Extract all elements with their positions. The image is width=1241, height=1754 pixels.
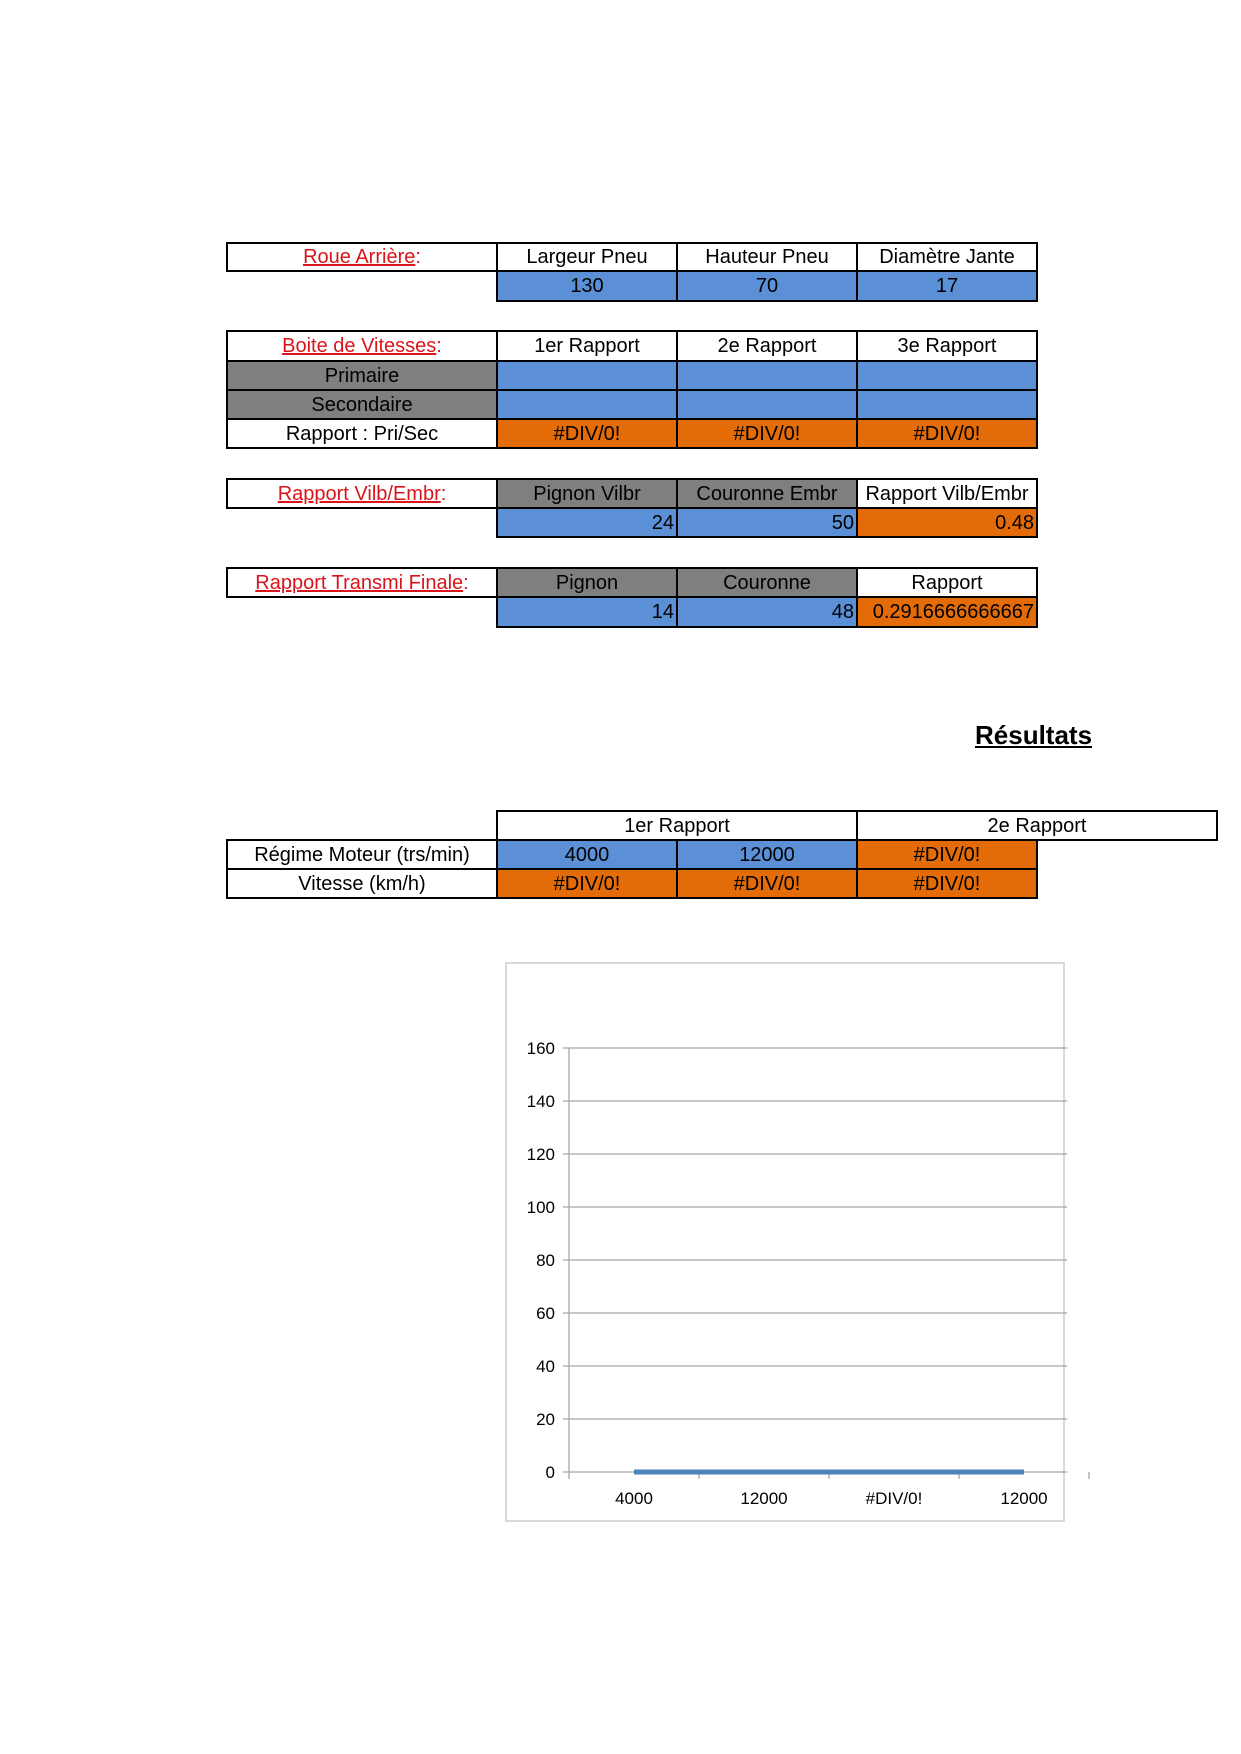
y-tick-label: 100 — [526, 1198, 555, 1217]
vilb-value-couronne[interactable]: 50 — [676, 507, 858, 538]
roue-header-diametre[interactable]: Diamètre Jante — [856, 242, 1038, 272]
vilb-header-couronne[interactable]: Couronne Embr — [676, 478, 858, 509]
boite-label[interactable]: Boite de Vitesses — [282, 335, 437, 357]
boite-primaire-3[interactable] — [856, 360, 1038, 391]
results-group-header-2[interactable]: 2e Rapport — [856, 810, 1218, 841]
y-tick-label: 20 — [536, 1410, 555, 1429]
boite-header-3[interactable]: 3e Rapport — [856, 330, 1038, 362]
finale-header-pignon[interactable]: Pignon — [496, 567, 678, 598]
finale-header-couronne[interactable]: Couronne — [676, 567, 858, 598]
vilb-header-pignon[interactable]: Pignon Vilbr — [496, 478, 678, 509]
vilb-value-pignon[interactable]: 24 — [496, 507, 678, 538]
boite-rapport-2[interactable]: #DIV/0! — [676, 418, 858, 449]
results-row-regime-label[interactable]: Régime Moteur (trs/min) — [226, 839, 498, 870]
boite-rapport-1[interactable]: #DIV/0! — [496, 418, 678, 449]
results-vitesse-1[interactable]: #DIV/0! — [496, 868, 678, 899]
results-row-vitesse-label[interactable]: Vitesse (km/h) — [226, 868, 498, 899]
finale-value-rapport[interactable]: 0.2916666666667 — [856, 596, 1038, 628]
results-regime-3[interactable]: #DIV/0! — [856, 839, 1038, 870]
roue-header-largeur[interactable]: Largeur Pneu — [496, 242, 678, 272]
y-tick-label: 140 — [526, 1092, 555, 1111]
boite-header-1[interactable]: 1er Rapport — [496, 330, 678, 362]
boite-secondaire-1[interactable] — [496, 389, 678, 420]
y-tick-label: 120 — [526, 1145, 555, 1164]
boite-row-primaire-label[interactable]: Primaire — [226, 360, 498, 391]
y-tick-label: 60 — [536, 1304, 555, 1323]
boite-primaire-2[interactable] — [676, 360, 858, 391]
roue-value-diametre[interactable]: 17 — [856, 270, 1038, 302]
finale-value-couronne[interactable]: 48 — [676, 596, 858, 628]
speed-chart-svg — [507, 964, 1067, 1524]
finale-label-colon: : — [463, 571, 469, 594]
boite-label-cell — [226, 330, 498, 362]
x-tick-label: 12000 — [740, 1489, 788, 1508]
vilb-header-rapport[interactable]: Rapport Vilb/Embr — [856, 478, 1038, 509]
y-tick-label: 40 — [536, 1357, 555, 1376]
results-vitesse-3[interactable]: #DIV/0! — [856, 868, 1038, 899]
boite-row-rapport-label[interactable]: Rapport : Pri/Sec — [226, 418, 498, 449]
vilb-label-cell — [226, 478, 498, 509]
x-tick-label: 12000 — [1000, 1489, 1048, 1508]
roue-value-hauteur[interactable]: 70 — [676, 270, 858, 302]
speed-chart[interactable] — [505, 962, 1065, 1522]
x-tick-label: #DIV/0! — [865, 1489, 923, 1508]
boite-primaire-1[interactable] — [496, 360, 678, 391]
results-regime-1[interactable]: 4000 — [496, 839, 678, 870]
roue-label[interactable]: Roue Arrière — [303, 246, 416, 268]
boite-secondaire-3[interactable] — [856, 389, 1038, 420]
roue-header-hauteur[interactable]: Hauteur Pneu — [676, 242, 858, 272]
boite-row-secondaire-label[interactable]: Secondaire — [226, 389, 498, 420]
vilb-value-rapport[interactable]: 0.48 — [856, 507, 1038, 538]
finale-value-pignon[interactable]: 14 — [496, 596, 678, 628]
roue-label-colon: : — [415, 246, 421, 268]
boite-header-2[interactable]: 2e Rapport — [676, 330, 858, 362]
y-tick-label: 0 — [545, 1463, 555, 1482]
results-group-header-1[interactable]: 1er Rapport — [496, 810, 858, 841]
vilb-label-colon: : — [440, 482, 447, 505]
roue-label-cell — [226, 242, 498, 272]
roue-value-largeur[interactable]: 130 — [496, 270, 678, 302]
results-title: Résultats — [975, 720, 1093, 750]
y-tick-label: 80 — [536, 1251, 555, 1270]
finale-header-rapport[interactable]: Rapport — [856, 567, 1038, 598]
results-regime-2[interactable]: 12000 — [676, 839, 858, 870]
results-vitesse-2[interactable]: #DIV/0! — [676, 868, 858, 899]
boite-secondaire-2[interactable] — [676, 389, 858, 420]
boite-label-colon: : — [436, 335, 442, 357]
y-tick-label: 160 — [526, 1039, 555, 1058]
x-tick-label: 4000 — [615, 1489, 653, 1508]
finale-label-cell — [226, 567, 498, 598]
boite-rapport-3[interactable]: #DIV/0! — [856, 418, 1038, 449]
finale-label[interactable]: Rapport Transmi Finale — [255, 571, 464, 594]
vilb-label[interactable]: Rapport Vilb/Embr — [277, 482, 441, 505]
